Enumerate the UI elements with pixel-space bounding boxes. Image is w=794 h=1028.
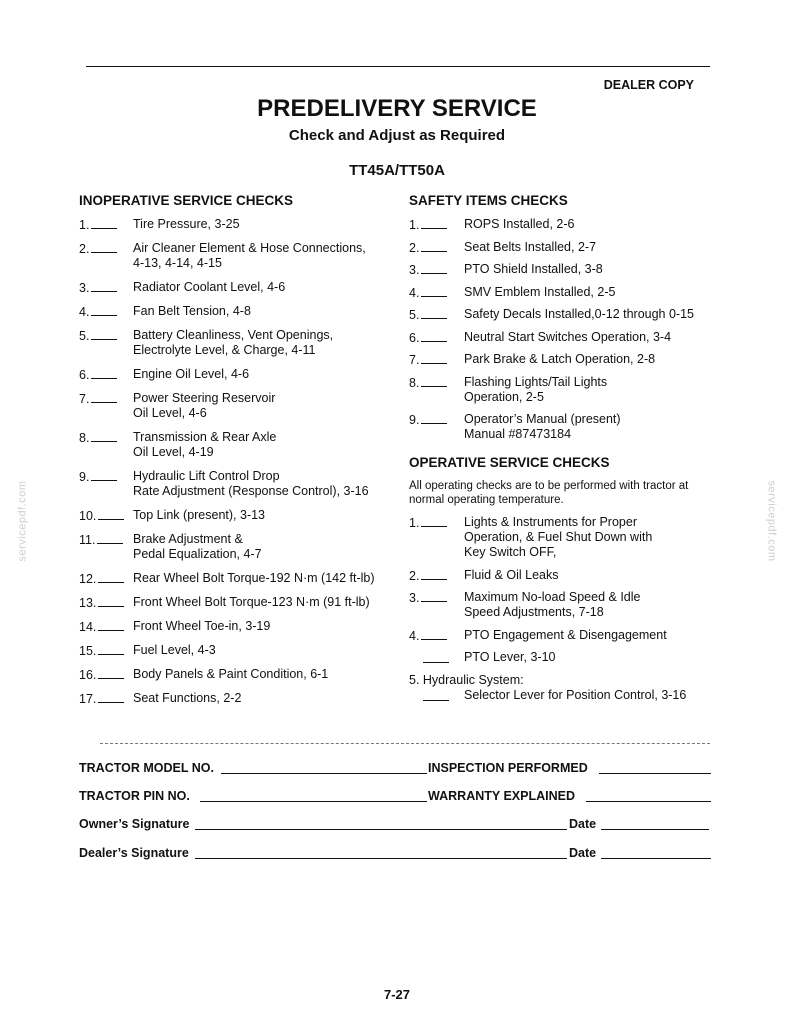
item-number-text: 9. xyxy=(409,413,420,427)
item-text xyxy=(464,330,719,345)
check-blank[interactable] xyxy=(91,217,117,229)
item-number xyxy=(79,691,124,707)
item-number-text: 2. xyxy=(79,242,90,256)
item-number xyxy=(409,568,447,584)
check-blank[interactable] xyxy=(421,307,447,319)
item-number xyxy=(79,328,117,344)
check-blank[interactable] xyxy=(423,688,449,701)
operative-intro: All operating checks are to be performed with tractor at normal operating temperature. xyxy=(409,480,689,506)
item-text-line: Battery Cleanliness, Vent Openings, xyxy=(133,328,334,342)
item-number-text: 4. xyxy=(409,285,420,300)
item-number-text: 2. xyxy=(409,568,420,583)
item-number xyxy=(409,375,447,391)
item-number xyxy=(79,619,124,635)
item-text-line: Tire Pressure, 3-25 xyxy=(133,217,240,231)
check-blank[interactable] xyxy=(91,280,117,292)
item-text xyxy=(133,619,389,634)
item-number xyxy=(79,571,124,587)
item-number xyxy=(79,508,124,524)
item-number-text: 6. xyxy=(409,330,420,345)
item-number xyxy=(409,285,447,301)
form-row-pin xyxy=(79,789,711,805)
check-blank[interactable] xyxy=(98,595,124,607)
item-text xyxy=(464,568,719,583)
item-text xyxy=(133,532,389,562)
item-text-line: Maximum No-load Speed & Idle xyxy=(464,590,641,604)
item-text xyxy=(464,375,719,405)
check-item xyxy=(79,391,389,421)
item-text-line: Seat Functions, 2-2 xyxy=(133,691,242,705)
check-blank[interactable] xyxy=(91,391,117,403)
check-item xyxy=(409,628,719,643)
check-blank[interactable] xyxy=(421,285,447,297)
item-text-line: Body Panels & Paint Condition, 6-1 xyxy=(133,667,329,681)
inspection-performed-label: INSPECTION PERFORMED xyxy=(428,761,588,775)
item-text xyxy=(133,391,389,421)
item-text-line: Fluid & Oil Leaks xyxy=(464,567,559,582)
item-number xyxy=(79,667,124,683)
check-item xyxy=(79,571,389,586)
inoperative-heading: INOPERATIVE SERVICE CHECKS xyxy=(79,193,294,208)
dealer-copy-label: DEALER COPY xyxy=(603,78,694,92)
check-blank[interactable] xyxy=(421,330,447,342)
check-blank[interactable] xyxy=(98,508,124,520)
check-item xyxy=(79,328,389,358)
inoperative-list xyxy=(79,217,389,706)
check-blank[interactable] xyxy=(98,667,124,679)
item-number xyxy=(409,352,447,368)
item-number-text: 3. xyxy=(79,281,90,295)
item-text-line: Front Wheel Bolt Torque-123 N·m (91 ft-lb) xyxy=(133,595,370,609)
item-text xyxy=(133,430,389,460)
page-subtitle: Check and Adjust as Required xyxy=(288,127,506,144)
check-item xyxy=(79,643,389,658)
item-text-line: Safety Decals Installed,0-12 through 0-15 xyxy=(464,307,694,321)
item-text-line: Park Brake & Latch Operation, 2-8 xyxy=(464,352,656,366)
item-text-line: 4-13, 4-14, 4-15 xyxy=(133,256,222,270)
item-text-line: Front Wheel Toe-in, 3-19 xyxy=(133,619,271,633)
model-number: TT45A/TT50A xyxy=(349,162,445,179)
item-text xyxy=(133,241,389,271)
item-number xyxy=(79,304,117,320)
item-text xyxy=(464,412,719,442)
item-number-text: 5. xyxy=(79,329,90,343)
item-text xyxy=(133,508,389,523)
item-number-text: 7. xyxy=(79,392,90,406)
item-text-line: Power Steering Reservoir xyxy=(133,391,276,405)
check-blank[interactable] xyxy=(421,262,447,274)
item-text xyxy=(133,595,389,610)
check-blank[interactable] xyxy=(421,515,447,527)
item-number xyxy=(409,240,447,256)
item-number xyxy=(409,330,447,346)
item-text-line: Oil Level, 4-19 xyxy=(133,445,214,459)
item-number xyxy=(409,515,447,531)
item-text xyxy=(133,667,389,682)
check-blank[interactable] xyxy=(91,328,117,340)
top-rule xyxy=(86,66,710,67)
item-number xyxy=(79,595,124,611)
check-blank[interactable] xyxy=(91,430,117,442)
inspection-performed-field[interactable] xyxy=(599,773,711,774)
item-text-line: Operator’s Manual (present) xyxy=(464,412,621,426)
check-item xyxy=(409,375,719,405)
item-text-line: Hydraulic Lift Control Drop xyxy=(133,469,280,483)
item-text xyxy=(133,280,389,295)
item-number-text: 9. xyxy=(79,470,90,484)
item-number-text: 11. xyxy=(79,533,96,547)
form-row-owner xyxy=(79,817,711,833)
check-blank[interactable] xyxy=(98,691,124,703)
item-text xyxy=(464,285,719,300)
item-text xyxy=(133,469,389,499)
item-number xyxy=(79,217,117,233)
item-text xyxy=(133,217,389,232)
dashed-divider xyxy=(100,743,710,744)
item-text xyxy=(133,643,389,658)
item-text xyxy=(464,628,719,643)
check-blank[interactable] xyxy=(421,217,447,229)
item-text-line: Electrolyte Level, & Charge, 4-11 xyxy=(133,343,316,357)
item-text-line: PTO Engagement & Disengagement xyxy=(464,627,667,642)
item-number xyxy=(409,628,447,644)
item-text xyxy=(464,515,719,560)
item-text xyxy=(133,691,389,706)
item-text-line: Fuel Level, 4-3 xyxy=(133,643,216,657)
check-blank[interactable] xyxy=(421,352,447,364)
item-number-text: 3. xyxy=(409,263,420,277)
item-number-text: 1. xyxy=(409,218,420,232)
check-item xyxy=(79,532,389,562)
check-blank[interactable] xyxy=(421,590,447,602)
item-text: PTO Lever, 3-10 xyxy=(464,650,556,664)
item-number-text: 6. xyxy=(79,368,90,382)
check-blank[interactable] xyxy=(98,643,124,655)
check-item xyxy=(409,330,719,345)
item-number-text: 10. xyxy=(79,509,97,523)
tractor-pin-field[interactable] xyxy=(200,801,427,802)
warranty-explained-field[interactable] xyxy=(586,801,711,802)
item-number xyxy=(409,412,447,428)
check-blank[interactable] xyxy=(421,375,447,387)
item-text-line: Pedal Equalization, 4-7 xyxy=(133,547,262,561)
check-blank[interactable] xyxy=(91,367,117,379)
item-text xyxy=(464,240,719,255)
item-text xyxy=(133,571,389,586)
check-blank[interactable] xyxy=(91,304,117,316)
check-item xyxy=(409,217,719,232)
item-text xyxy=(133,328,389,358)
item-number-text: 12. xyxy=(79,572,97,586)
form-row-dealer xyxy=(79,846,711,862)
item-text-line: Lights & Instruments for Proper xyxy=(464,515,637,529)
item-number-text: 4. xyxy=(79,305,90,319)
item-text-line: Engine Oil Level, 4-6 xyxy=(133,367,250,381)
tractor-model-field[interactable] xyxy=(221,773,427,774)
item-number-text: 15. xyxy=(79,644,97,658)
item-number xyxy=(409,262,447,278)
item-text-line: Manual #87473184 xyxy=(464,427,572,441)
owners-signature-label: Owner’s Signature xyxy=(79,817,190,831)
item-text-line: Seat Belts Installed, 2-7 xyxy=(464,239,597,254)
operative-sub-item-pto-lever xyxy=(409,650,719,665)
check-item xyxy=(79,691,389,706)
item-text-line: SMV Emblem Installed, 2-5 xyxy=(464,284,616,299)
item-number xyxy=(79,643,124,659)
item-text-line: ROPS Installed, 2-6 xyxy=(464,217,575,231)
item-number xyxy=(79,280,117,296)
item-text-line: Neutral Start Switches Operation, 3-4 xyxy=(464,329,672,344)
operative-heading: OPERATIVE SERVICE CHECKS xyxy=(409,455,610,470)
check-blank[interactable] xyxy=(98,619,124,631)
item-text-line: Operation, 2-5 xyxy=(464,389,544,404)
hydraulic-system-title: 5. Hydraulic System: xyxy=(409,672,524,687)
form-row-model xyxy=(79,761,711,777)
item-text xyxy=(133,304,389,319)
page-title: PREDELIVERY SERVICE xyxy=(257,95,537,122)
check-blank[interactable] xyxy=(91,469,117,481)
check-item xyxy=(79,619,389,634)
item-text-line: Flashing Lights/Tail Lights xyxy=(464,374,608,389)
item-number xyxy=(79,241,117,257)
item-number xyxy=(409,590,447,606)
item-text-line: Rate Adjustment (Response Control), 3-16 xyxy=(133,484,369,498)
item-text: Selector Lever for Position Control, 3-16 xyxy=(464,687,687,702)
item-number-text: 17. xyxy=(79,692,97,706)
item-text-line: Speed Adjustments, 7-18 xyxy=(464,605,604,619)
check-blank[interactable] xyxy=(98,571,124,583)
dealer-date-label: Date xyxy=(569,846,597,860)
check-item xyxy=(79,304,389,319)
operative-list xyxy=(409,515,719,643)
item-number xyxy=(79,391,117,407)
dealer-date-field[interactable] xyxy=(601,858,711,859)
right-column xyxy=(409,193,719,710)
check-item xyxy=(409,307,719,322)
item-text-line: Radiator Coolant Level, 4-6 xyxy=(133,280,286,294)
safety-heading: SAFETY ITEMS CHECKS xyxy=(409,193,568,208)
item-number xyxy=(409,217,447,233)
item-number-text: 1. xyxy=(409,516,420,530)
check-item xyxy=(79,595,389,610)
check-item xyxy=(79,241,389,271)
item-number-text: 4. xyxy=(409,628,420,643)
check-item xyxy=(409,352,719,367)
check-item xyxy=(409,590,719,620)
check-item xyxy=(409,262,719,277)
item-text-line: Brake Adjustment & xyxy=(133,532,243,546)
item-number-text: 2. xyxy=(409,240,420,255)
item-number-text: 7. xyxy=(409,353,420,367)
check-blank[interactable] xyxy=(91,241,117,253)
check-item xyxy=(79,367,389,382)
check-item xyxy=(79,469,389,499)
item-number-text: 8. xyxy=(79,431,90,445)
check-item xyxy=(409,285,719,300)
item-number xyxy=(79,532,123,548)
item-text-line: Air Cleaner Element & Hose Connections, xyxy=(133,241,366,255)
item-text-line: Key Switch OFF, xyxy=(464,545,557,559)
item-number xyxy=(79,430,117,446)
item-number-text: 3. xyxy=(409,591,420,605)
check-blank[interactable] xyxy=(423,650,449,663)
item-text xyxy=(464,352,719,367)
page-number: 7-27 xyxy=(383,987,411,1002)
item-text-line: Top Link (present), 3-13 xyxy=(133,508,266,522)
item-text xyxy=(464,307,719,322)
operative-sub-item-selector-lever xyxy=(409,688,719,703)
watermark-left: servicepdf.com xyxy=(16,480,29,562)
check-blank[interactable] xyxy=(421,240,447,252)
item-text-line: Transmission & Rear Axle xyxy=(133,430,277,444)
watermark-right: servicepdf.com xyxy=(765,480,778,562)
item-number-text: 13. xyxy=(79,596,97,610)
item-text-line: Oil Level, 4-6 xyxy=(133,406,207,420)
check-item xyxy=(409,240,719,255)
check-blank[interactable] xyxy=(421,412,447,424)
tractor-pin-label: TRACTOR PIN NO. xyxy=(79,789,190,803)
item-text-line: Operation, & Fuel Shut Down with xyxy=(464,530,653,544)
check-item xyxy=(79,430,389,460)
owner-date-label: Date xyxy=(569,817,597,831)
check-item xyxy=(409,515,719,560)
item-number-text: 8. xyxy=(409,375,420,390)
check-item xyxy=(79,667,389,682)
dealers-signature-label: Dealer’s Signature xyxy=(79,846,189,860)
item-number-text: 1. xyxy=(79,218,90,232)
check-item xyxy=(79,217,389,232)
dealers-signature-field[interactable] xyxy=(195,858,567,859)
check-item xyxy=(79,508,389,523)
tractor-model-label: TRACTOR MODEL NO. xyxy=(79,761,214,775)
owner-date-field[interactable] xyxy=(601,829,709,830)
item-text xyxy=(464,217,719,232)
check-blank[interactable] xyxy=(421,628,447,640)
item-number-text: 16. xyxy=(79,668,97,682)
safety-list xyxy=(409,217,719,442)
item-text xyxy=(133,367,389,382)
item-number xyxy=(79,469,117,485)
item-number-text: 5. xyxy=(409,308,420,322)
owners-signature-field[interactable] xyxy=(195,829,567,830)
item-text-line: Fan Belt Tension, 4-8 xyxy=(133,304,251,318)
warranty-explained-label: WARRANTY EXPLAINED xyxy=(428,789,576,803)
check-item xyxy=(79,280,389,295)
item-number xyxy=(409,307,447,323)
item-number-text: 14. xyxy=(79,620,97,634)
item-number xyxy=(79,367,117,383)
check-item xyxy=(409,568,719,583)
check-item xyxy=(409,412,719,442)
item-text-line: Rear Wheel Bolt Torque-192 N·m (142 ft-lb) xyxy=(133,571,375,585)
item-text-line: PTO Shield Installed, 3-8 xyxy=(464,262,603,276)
item-text xyxy=(464,590,719,620)
check-blank[interactable] xyxy=(421,568,447,580)
check-blank[interactable] xyxy=(97,532,123,544)
item-text xyxy=(464,262,719,277)
inoperative-checks-section xyxy=(79,193,389,715)
